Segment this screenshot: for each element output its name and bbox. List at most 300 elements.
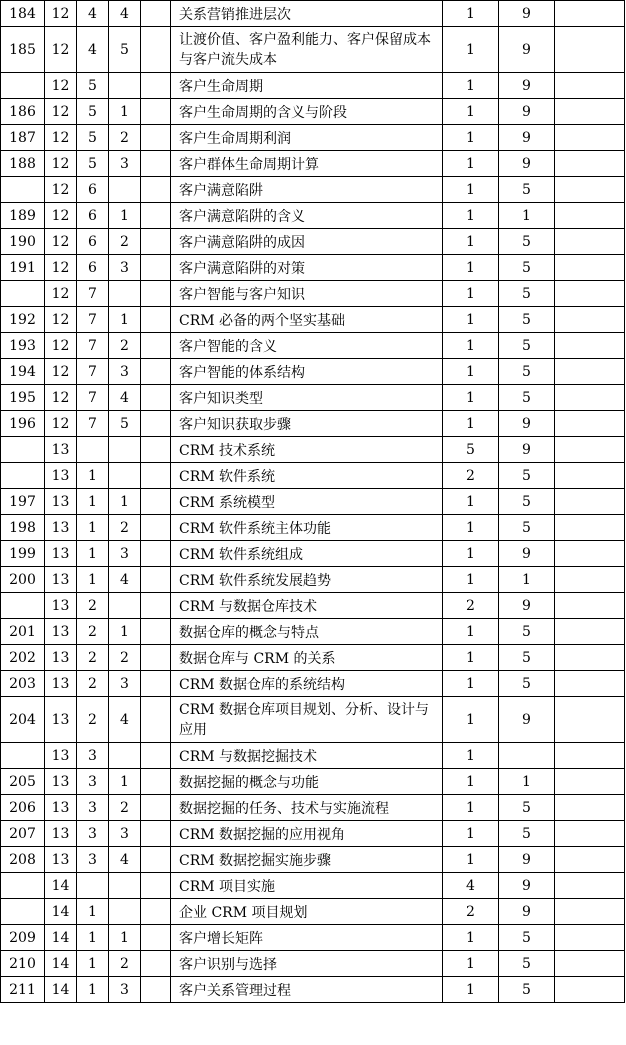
- cell-point: 3: [109, 255, 141, 281]
- table-row: [1, 925, 625, 951]
- cell-blank: [141, 333, 171, 359]
- cell-level: 5: [499, 229, 555, 255]
- cell-hours: 4: [443, 873, 499, 899]
- cell-level: 9: [499, 847, 555, 873]
- cell-level: 5: [499, 795, 555, 821]
- cell-sequence: 210: [1, 951, 45, 977]
- cell-note: [555, 515, 625, 541]
- cell-blank: [141, 489, 171, 515]
- cell-note: [555, 1, 625, 27]
- table-row: [1, 743, 625, 769]
- cell-note: [555, 151, 625, 177]
- cell-note: [555, 99, 625, 125]
- cell-point: 1: [109, 307, 141, 333]
- table-row: [1, 847, 625, 873]
- cell-note: [555, 977, 625, 1003]
- cell-section: 7: [77, 281, 109, 307]
- cell-point: 1: [109, 203, 141, 229]
- cell-section: 1: [77, 977, 109, 1003]
- cell-blank: [141, 229, 171, 255]
- cell-point: 1: [109, 619, 141, 645]
- cell-topic: 客户满意陷阱的含义: [171, 203, 443, 229]
- table-row: [1, 281, 625, 307]
- cell-section: 1: [77, 463, 109, 489]
- table-row: [1, 411, 625, 437]
- cell-level: 5: [499, 359, 555, 385]
- cell-point: [109, 73, 141, 99]
- cell-chapter: 13: [45, 847, 77, 873]
- cell-point: 4: [109, 567, 141, 593]
- cell-chapter: 13: [45, 567, 77, 593]
- table-row: [1, 821, 625, 847]
- cell-topic: 客户关系管理过程: [171, 977, 443, 1003]
- cell-blank: [141, 151, 171, 177]
- cell-topic: 数据挖掘的任务、技术与实施流程: [171, 795, 443, 821]
- cell-point: 4: [109, 385, 141, 411]
- cell-sequence: [1, 899, 45, 925]
- cell-point: 3: [109, 151, 141, 177]
- cell-hours: 2: [443, 463, 499, 489]
- cell-topic: 关系营销推进层次: [171, 1, 443, 27]
- cell-blank: [141, 645, 171, 671]
- table-row: [1, 769, 625, 795]
- cell-topic: 客户生命周期: [171, 73, 443, 99]
- table-row: [1, 951, 625, 977]
- table-body: [1, 1, 625, 1003]
- table-row: [1, 27, 625, 73]
- cell-point: 3: [109, 821, 141, 847]
- cell-topic: CRM 软件系统组成: [171, 541, 443, 567]
- table-row: [1, 255, 625, 281]
- cell-section: 7: [77, 359, 109, 385]
- cell-sequence: 194: [1, 359, 45, 385]
- cell-section: 3: [77, 769, 109, 795]
- table-row: [1, 489, 625, 515]
- cell-topic: CRM 软件系统: [171, 463, 443, 489]
- cell-sequence: 200: [1, 567, 45, 593]
- cell-sequence: 206: [1, 795, 45, 821]
- cell-blank: [141, 177, 171, 203]
- cell-topic: 客户知识获取步骤: [171, 411, 443, 437]
- cell-hours: 2: [443, 593, 499, 619]
- cell-sequence: 189: [1, 203, 45, 229]
- cell-note: [555, 281, 625, 307]
- table-row: [1, 151, 625, 177]
- cell-section: 3: [77, 795, 109, 821]
- cell-blank: [141, 899, 171, 925]
- cell-blank: [141, 671, 171, 697]
- cell-section: 6: [77, 229, 109, 255]
- cell-hours: 1: [443, 281, 499, 307]
- cell-level: 9: [499, 899, 555, 925]
- cell-note: [555, 541, 625, 567]
- cell-point: 4: [109, 847, 141, 873]
- table-row: [1, 359, 625, 385]
- cell-section: 2: [77, 593, 109, 619]
- cell-sequence: 198: [1, 515, 45, 541]
- cell-note: [555, 697, 625, 743]
- cell-hours: 1: [443, 73, 499, 99]
- cell-blank: [141, 437, 171, 463]
- cell-sequence: [1, 743, 45, 769]
- cell-section: 6: [77, 255, 109, 281]
- cell-note: [555, 463, 625, 489]
- cell-point: 1: [109, 769, 141, 795]
- cell-blank: [141, 795, 171, 821]
- cell-hours: 1: [443, 697, 499, 743]
- cell-section: 1: [77, 541, 109, 567]
- cell-level: 1: [499, 203, 555, 229]
- cell-note: [555, 125, 625, 151]
- cell-level: 9: [499, 437, 555, 463]
- cell-level: 5: [499, 489, 555, 515]
- cell-level: 5: [499, 951, 555, 977]
- cell-chapter: 12: [45, 281, 77, 307]
- cell-point: 5: [109, 27, 141, 73]
- cell-level: 9: [499, 593, 555, 619]
- cell-section: 1: [77, 567, 109, 593]
- cell-note: [555, 203, 625, 229]
- cell-blank: [141, 951, 171, 977]
- cell-hours: 1: [443, 333, 499, 359]
- cell-point: [109, 437, 141, 463]
- cell-point: 2: [109, 125, 141, 151]
- cell-section: 5: [77, 73, 109, 99]
- cell-chapter: 12: [45, 385, 77, 411]
- cell-topic: 客户生命周期利润: [171, 125, 443, 151]
- cell-section: 7: [77, 333, 109, 359]
- cell-hours: 1: [443, 203, 499, 229]
- cell-blank: [141, 977, 171, 1003]
- cell-hours: 1: [443, 977, 499, 1003]
- cell-sequence: 197: [1, 489, 45, 515]
- cell-sequence: [1, 177, 45, 203]
- cell-level: 9: [499, 541, 555, 567]
- cell-sequence: [1, 73, 45, 99]
- cell-section: 6: [77, 177, 109, 203]
- cell-topic: 数据仓库的概念与特点: [171, 619, 443, 645]
- cell-note: [555, 411, 625, 437]
- cell-topic: CRM 必备的两个坚实基础: [171, 307, 443, 333]
- table-row: [1, 515, 625, 541]
- cell-chapter: 13: [45, 671, 77, 697]
- cell-note: [555, 769, 625, 795]
- table-row: [1, 567, 625, 593]
- cell-level: [499, 743, 555, 769]
- cell-note: [555, 255, 625, 281]
- cell-point: 1: [109, 925, 141, 951]
- cell-hours: 1: [443, 847, 499, 873]
- cell-chapter: 12: [45, 73, 77, 99]
- cell-sequence: 211: [1, 977, 45, 1003]
- cell-chapter: 12: [45, 177, 77, 203]
- cell-note: [555, 795, 625, 821]
- cell-section: 4: [77, 1, 109, 27]
- cell-blank: [141, 27, 171, 73]
- cell-blank: [141, 567, 171, 593]
- table-row: [1, 795, 625, 821]
- cell-chapter: 12: [45, 359, 77, 385]
- cell-point: [109, 743, 141, 769]
- cell-chapter: 13: [45, 769, 77, 795]
- table-row: [1, 437, 625, 463]
- cell-chapter: 13: [45, 821, 77, 847]
- cell-blank: [141, 743, 171, 769]
- cell-chapter: 14: [45, 899, 77, 925]
- cell-level: 5: [499, 385, 555, 411]
- table-row: [1, 645, 625, 671]
- cell-hours: 1: [443, 489, 499, 515]
- cell-point: 3: [109, 977, 141, 1003]
- cell-chapter: 12: [45, 333, 77, 359]
- cell-topic: 客户满意陷阱的对策: [171, 255, 443, 281]
- cell-note: [555, 567, 625, 593]
- cell-chapter: 13: [45, 515, 77, 541]
- cell-level: 5: [499, 255, 555, 281]
- cell-section: 7: [77, 411, 109, 437]
- cell-point: [109, 463, 141, 489]
- cell-note: [555, 821, 625, 847]
- cell-blank: [141, 541, 171, 567]
- cell-section: 1: [77, 951, 109, 977]
- cell-chapter: 13: [45, 463, 77, 489]
- cell-chapter: 13: [45, 619, 77, 645]
- cell-level: 5: [499, 333, 555, 359]
- cell-sequence: 193: [1, 333, 45, 359]
- cell-section: 4: [77, 27, 109, 73]
- cell-topic: CRM 软件系统发展趋势: [171, 567, 443, 593]
- cell-topic: 让渡价值、客户盈利能力、客户保留成本与客户流失成本: [171, 27, 443, 73]
- cell-hours: 1: [443, 177, 499, 203]
- cell-topic: 客户满意陷阱的成因: [171, 229, 443, 255]
- cell-sequence: 186: [1, 99, 45, 125]
- cell-topic: CRM 与数据仓库技术: [171, 593, 443, 619]
- cell-hours: 1: [443, 385, 499, 411]
- cell-section: 6: [77, 203, 109, 229]
- cell-note: [555, 437, 625, 463]
- cell-hours: 1: [443, 307, 499, 333]
- table-row: [1, 697, 625, 743]
- cell-point: 2: [109, 795, 141, 821]
- table-row: [1, 977, 625, 1003]
- cell-note: [555, 307, 625, 333]
- cell-section: 1: [77, 515, 109, 541]
- cell-blank: [141, 769, 171, 795]
- cell-hours: 1: [443, 229, 499, 255]
- cell-blank: [141, 1, 171, 27]
- cell-chapter: 13: [45, 437, 77, 463]
- table-row: [1, 385, 625, 411]
- cell-level: 5: [499, 645, 555, 671]
- cell-topic: 客户智能的体系结构: [171, 359, 443, 385]
- cell-chapter: 13: [45, 697, 77, 743]
- cell-level: 5: [499, 977, 555, 1003]
- table-row: [1, 203, 625, 229]
- cell-hours: 1: [443, 151, 499, 177]
- cell-chapter: 12: [45, 99, 77, 125]
- cell-note: [555, 229, 625, 255]
- cell-chapter: 12: [45, 27, 77, 73]
- cell-hours: 1: [443, 567, 499, 593]
- cell-chapter: 12: [45, 411, 77, 437]
- cell-sequence: 207: [1, 821, 45, 847]
- cell-hours: 1: [443, 255, 499, 281]
- cell-sequence: 185: [1, 27, 45, 73]
- cell-point: 3: [109, 541, 141, 567]
- table-row: [1, 333, 625, 359]
- cell-section: 5: [77, 125, 109, 151]
- cell-level: 5: [499, 177, 555, 203]
- cell-level: 5: [499, 463, 555, 489]
- cell-level: 9: [499, 873, 555, 899]
- cell-point: 3: [109, 671, 141, 697]
- cell-blank: [141, 463, 171, 489]
- cell-chapter: 13: [45, 489, 77, 515]
- cell-note: [555, 73, 625, 99]
- cell-hours: 1: [443, 125, 499, 151]
- cell-point: 2: [109, 515, 141, 541]
- cell-level: 9: [499, 73, 555, 99]
- cell-blank: [141, 255, 171, 281]
- cell-chapter: 12: [45, 307, 77, 333]
- cell-level: 9: [499, 27, 555, 73]
- cell-section: 5: [77, 151, 109, 177]
- cell-sequence: 199: [1, 541, 45, 567]
- cell-blank: [141, 99, 171, 125]
- cell-level: 5: [499, 515, 555, 541]
- cell-chapter: 12: [45, 151, 77, 177]
- cell-topic: 客户知识类型: [171, 385, 443, 411]
- cell-note: [555, 27, 625, 73]
- cell-level: 5: [499, 671, 555, 697]
- cell-point: 4: [109, 1, 141, 27]
- cell-level: 1: [499, 769, 555, 795]
- cell-section: [77, 873, 109, 899]
- cell-topic: CRM 数据仓库项目规划、分析、设计与应用: [171, 697, 443, 743]
- cell-note: [555, 177, 625, 203]
- cell-hours: 1: [443, 359, 499, 385]
- cell-hours: 1: [443, 925, 499, 951]
- cell-sequence: [1, 463, 45, 489]
- cell-sequence: 204: [1, 697, 45, 743]
- table-row: [1, 671, 625, 697]
- cell-hours: 1: [443, 411, 499, 437]
- cell-topic: 客户群体生命周期计算: [171, 151, 443, 177]
- cell-level: 9: [499, 1, 555, 27]
- cell-blank: [141, 697, 171, 743]
- cell-point: [109, 281, 141, 307]
- table-row: [1, 229, 625, 255]
- cell-topic: 客户识别与选择: [171, 951, 443, 977]
- cell-section: 2: [77, 671, 109, 697]
- cell-point: [109, 177, 141, 203]
- cell-blank: [141, 821, 171, 847]
- cell-chapter: 14: [45, 925, 77, 951]
- cell-level: 1: [499, 567, 555, 593]
- cell-sequence: 205: [1, 769, 45, 795]
- cell-topic: 客户智能的含义: [171, 333, 443, 359]
- cell-hours: 1: [443, 645, 499, 671]
- cell-topic: 客户智能与客户知识: [171, 281, 443, 307]
- cell-sequence: [1, 593, 45, 619]
- cell-topic: CRM 与数据挖掘技术: [171, 743, 443, 769]
- cell-level: 5: [499, 281, 555, 307]
- cell-hours: 1: [443, 671, 499, 697]
- cell-note: [555, 489, 625, 515]
- cell-sequence: [1, 281, 45, 307]
- cell-section: 1: [77, 489, 109, 515]
- cell-section: 2: [77, 697, 109, 743]
- cell-section: 5: [77, 99, 109, 125]
- table-row: [1, 73, 625, 99]
- cell-point: [109, 593, 141, 619]
- table-row: [1, 593, 625, 619]
- cell-sequence: 203: [1, 671, 45, 697]
- table-row: [1, 125, 625, 151]
- cell-sequence: 188: [1, 151, 45, 177]
- cell-point: 4: [109, 697, 141, 743]
- cell-point: 5: [109, 411, 141, 437]
- table-row: [1, 541, 625, 567]
- cell-blank: [141, 73, 171, 99]
- cell-note: [555, 333, 625, 359]
- cell-chapter: 13: [45, 645, 77, 671]
- cell-topic: CRM 技术系统: [171, 437, 443, 463]
- cell-chapter: 13: [45, 541, 77, 567]
- cell-level: 9: [499, 99, 555, 125]
- cell-topic: 企业 CRM 项目规划: [171, 899, 443, 925]
- cell-chapter: 14: [45, 977, 77, 1003]
- cell-blank: [141, 125, 171, 151]
- cell-point: 2: [109, 229, 141, 255]
- cell-sequence: [1, 437, 45, 463]
- cell-blank: [141, 203, 171, 229]
- cell-hours: 1: [443, 99, 499, 125]
- cell-note: [555, 925, 625, 951]
- cell-section: 3: [77, 821, 109, 847]
- table-row: [1, 99, 625, 125]
- cell-chapter: 14: [45, 951, 77, 977]
- cell-hours: 1: [443, 951, 499, 977]
- cell-point: [109, 899, 141, 925]
- cell-section: 1: [77, 899, 109, 925]
- cell-blank: [141, 873, 171, 899]
- cell-sequence: 202: [1, 645, 45, 671]
- cell-note: [555, 385, 625, 411]
- cell-section: 2: [77, 645, 109, 671]
- cell-blank: [141, 385, 171, 411]
- cell-point: 2: [109, 645, 141, 671]
- cell-sequence: 195: [1, 385, 45, 411]
- cell-chapter: 13: [45, 743, 77, 769]
- cell-level: 5: [499, 307, 555, 333]
- table-row: [1, 177, 625, 203]
- cell-blank: [141, 359, 171, 385]
- cell-sequence: 190: [1, 229, 45, 255]
- cell-level: 9: [499, 697, 555, 743]
- cell-chapter: 12: [45, 229, 77, 255]
- cell-hours: 1: [443, 1, 499, 27]
- cell-topic: CRM 软件系统主体功能: [171, 515, 443, 541]
- cell-chapter: 14: [45, 873, 77, 899]
- cell-level: 9: [499, 411, 555, 437]
- cell-section: 1: [77, 925, 109, 951]
- cell-note: [555, 899, 625, 925]
- cell-topic: CRM 数据挖掘实施步骤: [171, 847, 443, 873]
- cell-sequence: 184: [1, 1, 45, 27]
- cell-blank: [141, 411, 171, 437]
- cell-hours: 1: [443, 821, 499, 847]
